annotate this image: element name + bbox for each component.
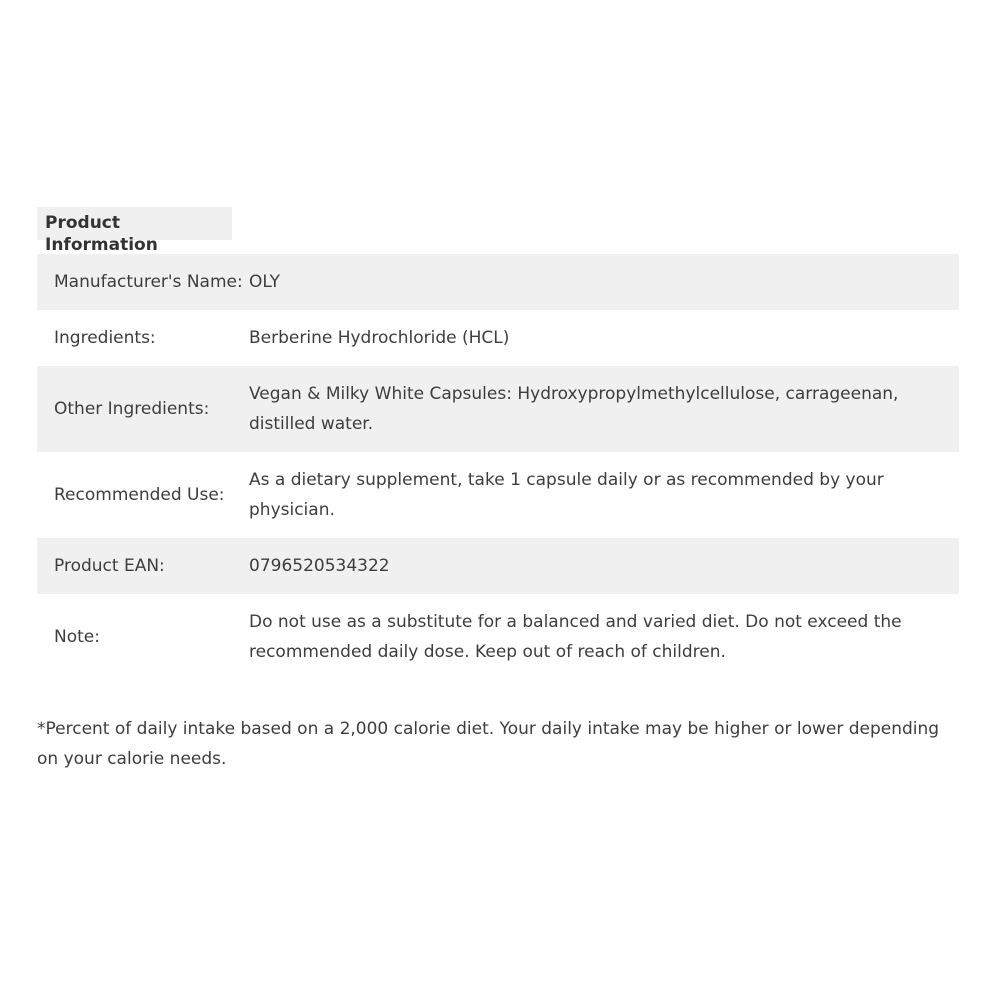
table-row-note bbox=[37, 594, 959, 680]
row-value: As a dietary supplement, take 1 capsule daily or as recommended by your physician. bbox=[249, 470, 884, 520]
row-value: Vegan & Milky White Capsules: Hydroxypropylmethylcellulose, carrageenan, distilled water. bbox=[249, 366, 959, 452]
product-information-table bbox=[37, 254, 959, 680]
row-label: Recommended Use: bbox=[54, 485, 225, 505]
row-label: Other Ingredients: bbox=[37, 366, 249, 452]
section-title: Product Information bbox=[37, 207, 232, 240]
row-label: Note: bbox=[54, 627, 100, 647]
row-value: Do not use as a substitute for a balanced and varied diet. Do not exceed the recommended daily dose. Keep out of reach of children. bbox=[249, 612, 902, 662]
table-row-ingredients bbox=[37, 310, 959, 366]
row-value: 0796520534322 bbox=[249, 538, 959, 594]
calorie-footnote: *Percent of daily intake based on a 2,000 calorie diet. Your daily intake may be higher or lower depending on your calorie needs. bbox=[37, 719, 940, 769]
table-row-product-ean bbox=[37, 538, 959, 594]
row-value: Berberine Hydrochloride (HCL) bbox=[249, 328, 510, 348]
table-row-manufacturer bbox=[37, 254, 959, 310]
row-label: Product EAN: bbox=[37, 538, 249, 594]
table-row-recommended-use bbox=[37, 452, 959, 538]
row-label: Ingredients: bbox=[54, 328, 156, 348]
row-value: OLY bbox=[249, 254, 959, 310]
table-row-other-ingredients bbox=[37, 366, 959, 452]
product-information-section bbox=[37, 207, 959, 680]
row-label: Manufacturer's Name: bbox=[37, 254, 249, 310]
